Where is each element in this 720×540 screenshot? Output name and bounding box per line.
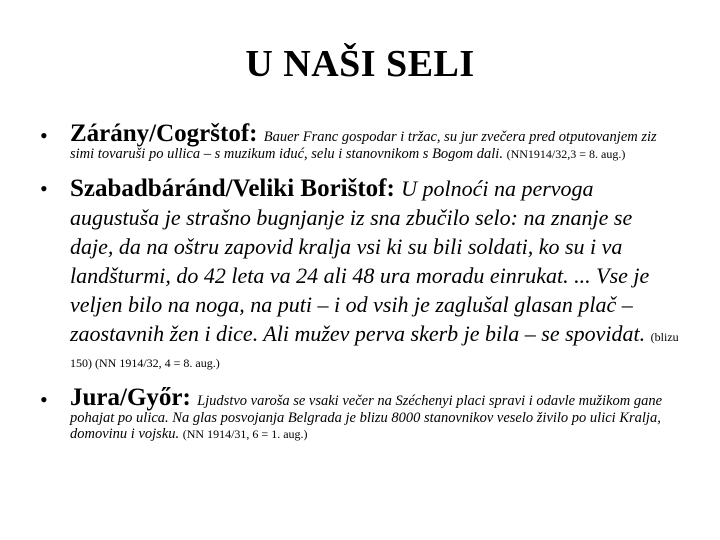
bullet-icon: •	[40, 123, 48, 148]
item-heading: Szabadbáránd/Veliki Borištof:	[70, 175, 402, 202]
bullet-list	[40, 122, 680, 442]
item-reference: (NN 1914/31, 6 = 1. aug.)	[182, 427, 308, 441]
item-heading: Zárány/Cogrštof:	[70, 120, 264, 147]
item-heading: Jura/Győr:	[70, 384, 198, 411]
bullet-icon: •	[40, 176, 48, 201]
item-reference: (NN1914/32,3 = 8. aug.)	[506, 147, 626, 161]
bullet-icon: •	[40, 387, 48, 412]
item-reference: (blizu 150) (NN 1914/32, 4 = 8. aug.)	[70, 330, 679, 370]
item-text: Bauer Franc gospodar i tržac, su jur zvečera pred otputovanjem ziz simi tovaruši po ullica – s muzikum iduć, selu i stanovnikom s Bogom dali.	[70, 129, 657, 162]
list-item	[40, 176, 680, 376]
list-item	[40, 386, 680, 442]
item-text: Ljudstvo varoša se vsaki večer na Széchenyi placi spravi i odavle mužikom gane pohajat po ulica. Na glas posvojanja Belgrada je blizu 8000 stanovnikov veselo živilo po ulici Kralja, domovinu i vojsku.	[70, 393, 663, 442]
slide-title: U NAŠI SELI	[245, 43, 475, 85]
list-item	[40, 122, 680, 162]
item-text: U polnoći na pervoga augustuša je strašno bugnjanje iz sna zbučilo selo: na znanje se daje, da na oštru zapovid kralja vsi ki su bili soldati, ko su i va landšturmi, do 42 leta va 24 ali 48 ura moradu einrukat. ... Vse je veljen bilo na noga, na puti – i od vsih je zaglušal glasan plač – zaostavnih žen i dice. Ali mužev perva skerb je bila – se spovidat.	[70, 176, 651, 346]
